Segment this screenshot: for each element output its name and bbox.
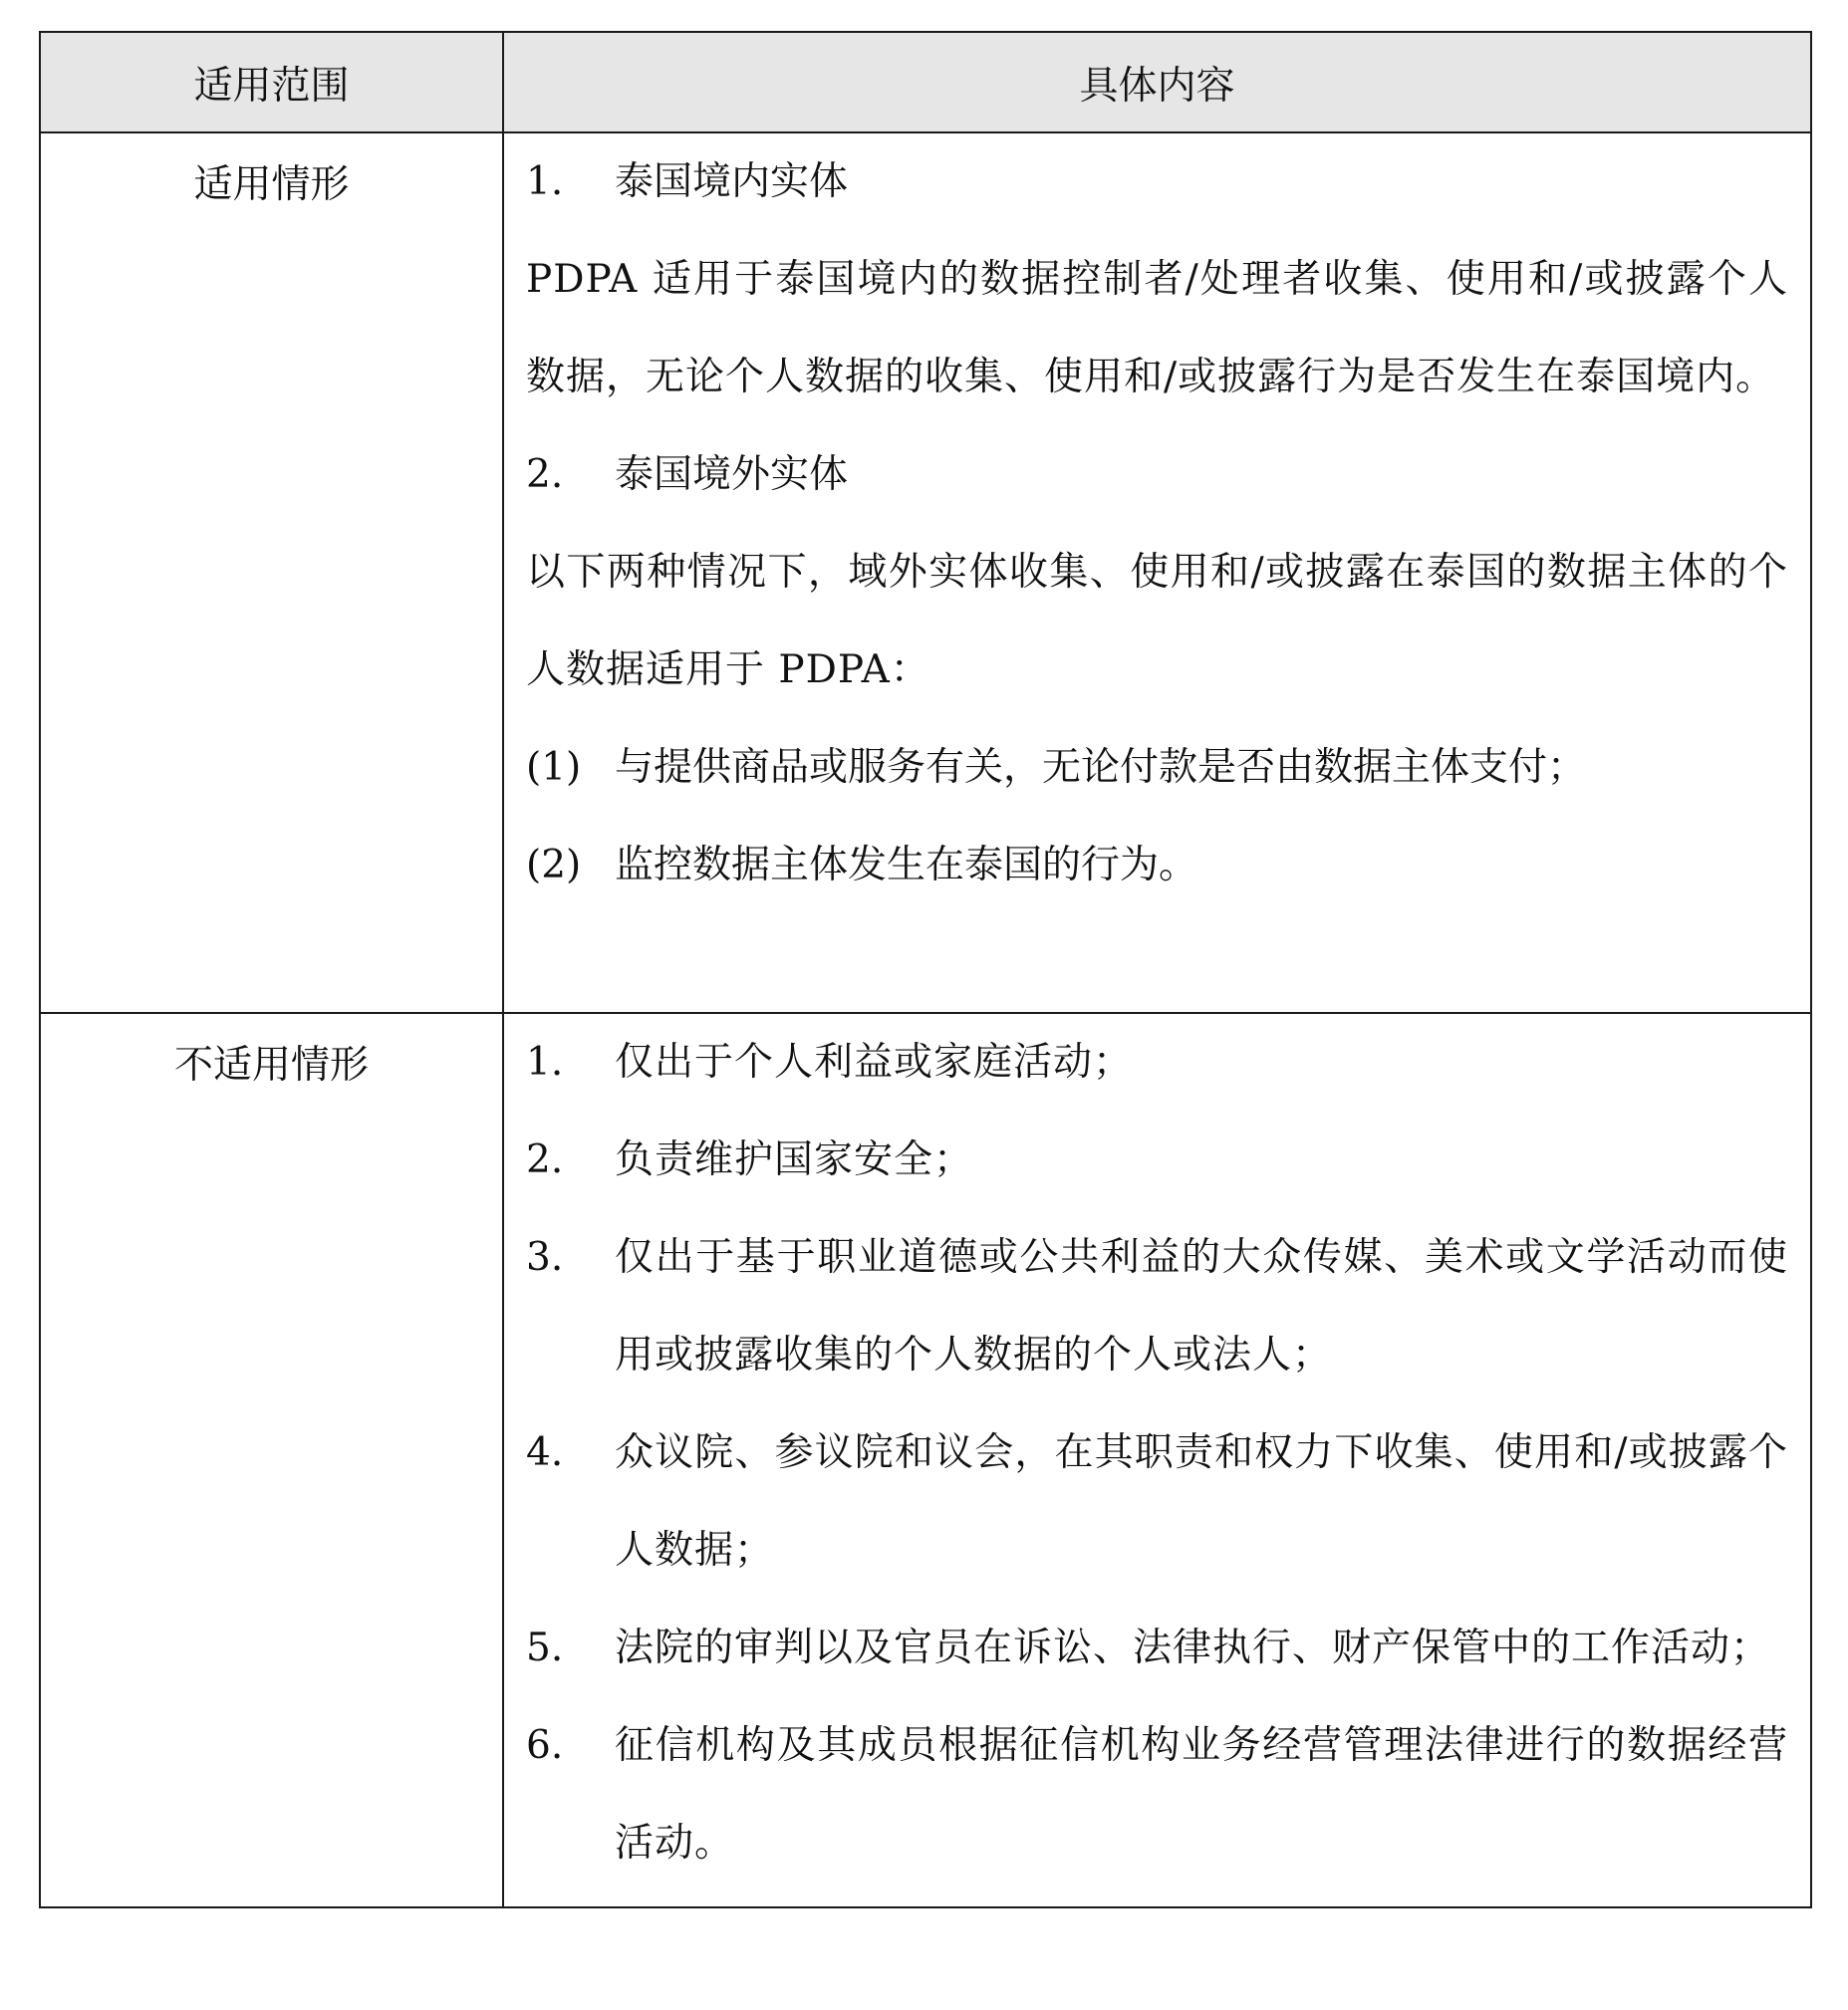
list-item: 5. 法院的审判以及官员在诉讼、法律执行、财产保管中的工作活动； [526,1626,1771,1670]
list-item: (1) 与提供商品或服务有关，无论付款是否由数据主体支付； [526,745,1587,790]
table-row [40,132,1811,1013]
list-item: 4. 众议院、参议院和议会，在其职责和权力下收集、使用和/或披露个人数据； [526,1430,1788,1573]
list-item: 3. 仅出于基于职业道德或公共利益的大众传媒、美术或文学活动而使用或披露收集的个人数据的个人或法人； [526,1235,1788,1378]
section-domestic: 1. 泰国境内实体 [526,159,849,204]
section-domestic-body: PDPA 适用于泰国境内的数据控制者/处理者收集、使用和/或披露个人数据，无论个人数据的收集、使用和/或披露行为是否发生在泰国境内。 [526,257,1788,399]
list-item: 6. 征信机构及其成员根据征信机构业务经营管理法律进行的数据经营活动。 [526,1723,1788,1866]
list-item: (2) 监控数据主体发生在泰国的行为。 [526,843,1198,887]
list-item: 1. 仅出于个人利益或家庭活动； [526,1040,1134,1085]
scope-table [39,31,1812,1908]
table-row [40,1013,1811,1907]
content-not-applicable [503,1013,1811,1907]
section-overseas: 2. 泰国境外实体 [526,452,849,497]
list-item: 2. 负责维护国家安全； [526,1137,974,1182]
scope-applicable: 适用情形 [40,132,503,1013]
header-scope: 适用范围 [40,32,503,132]
header-content: 具体内容 [503,32,1811,132]
scope-not-applicable: 不适用情形 [40,1013,503,1907]
section-overseas-body: 以下两种情况下，域外实体收集、使用和/或披露在泰国的数据主体的个人数据适用于 PDPA： [526,550,1788,692]
table-header-row [40,32,1811,132]
content-applicable [503,132,1811,1013]
